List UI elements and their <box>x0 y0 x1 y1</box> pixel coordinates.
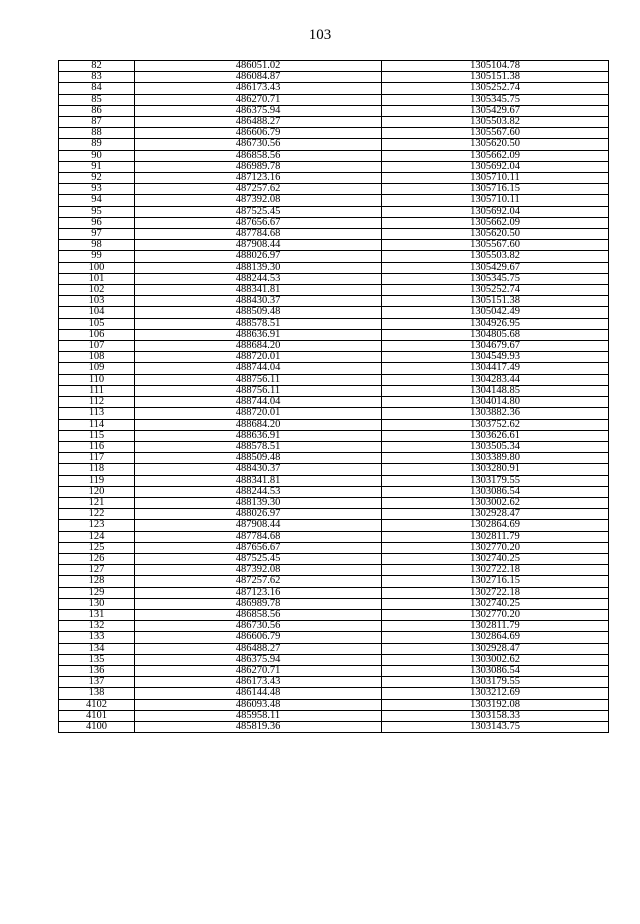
point-number-cell: 4100 <box>59 721 135 732</box>
x-coordinate-cell: 486173.43 <box>135 83 382 94</box>
table-row <box>59 598 609 609</box>
point-number-cell: 122 <box>59 509 135 520</box>
point-number-cell: 110 <box>59 374 135 385</box>
x-coordinate-cell: 487908.44 <box>135 240 382 251</box>
table-row <box>59 217 609 228</box>
table-row <box>59 139 609 150</box>
table-row <box>59 542 609 553</box>
y-coordinate-cell: 1302722.18 <box>382 565 609 576</box>
table-row <box>59 475 609 486</box>
table-row <box>59 128 609 139</box>
x-coordinate-cell: 488684.20 <box>135 341 382 352</box>
table-row <box>59 677 609 688</box>
point-number-cell: 118 <box>59 464 135 475</box>
y-coordinate-cell: 1303626.61 <box>382 430 609 441</box>
table-row <box>59 587 609 598</box>
y-coordinate-cell: 1302811.79 <box>382 531 609 542</box>
x-coordinate-cell: 488744.04 <box>135 397 382 408</box>
x-coordinate-cell: 486093.48 <box>135 699 382 710</box>
point-number-cell: 101 <box>59 273 135 284</box>
point-number-cell: 96 <box>59 217 135 228</box>
y-coordinate-cell: 1304148.85 <box>382 385 609 396</box>
y-coordinate-cell: 1305104.78 <box>382 61 609 72</box>
coordinates-table <box>58 60 609 733</box>
y-coordinate-cell: 1305567.60 <box>382 240 609 251</box>
point-number-cell: 94 <box>59 195 135 206</box>
y-coordinate-cell: 1303882.36 <box>382 408 609 419</box>
y-coordinate-cell: 1303002.62 <box>382 654 609 665</box>
point-number-cell: 131 <box>59 609 135 620</box>
table-row <box>59 329 609 340</box>
table-row <box>59 486 609 497</box>
y-coordinate-cell: 1304283.44 <box>382 374 609 385</box>
table-row <box>59 83 609 94</box>
table-row <box>59 654 609 665</box>
x-coordinate-cell: 488636.91 <box>135 430 382 441</box>
x-coordinate-cell: 488244.53 <box>135 486 382 497</box>
y-coordinate-cell: 1304014.80 <box>382 397 609 408</box>
point-number-cell: 116 <box>59 441 135 452</box>
table-row <box>59 229 609 240</box>
point-number-cell: 92 <box>59 173 135 184</box>
table-row <box>59 665 609 676</box>
table-row <box>59 195 609 206</box>
y-coordinate-cell: 1305429.67 <box>382 105 609 116</box>
table-row <box>59 341 609 352</box>
x-coordinate-cell: 488430.37 <box>135 464 382 475</box>
table-row <box>59 632 609 643</box>
point-number-cell: 104 <box>59 307 135 318</box>
y-coordinate-cell: 1305252.74 <box>382 285 609 296</box>
x-coordinate-cell: 487784.68 <box>135 531 382 542</box>
y-coordinate-cell: 1302864.69 <box>382 520 609 531</box>
y-coordinate-cell: 1302864.69 <box>382 632 609 643</box>
point-number-cell: 90 <box>59 150 135 161</box>
table-row <box>59 509 609 520</box>
coordinates-table-body <box>59 61 609 733</box>
x-coordinate-cell: 485958.11 <box>135 710 382 721</box>
point-number-cell: 114 <box>59 419 135 430</box>
point-number-cell: 84 <box>59 83 135 94</box>
y-coordinate-cell: 1305429.67 <box>382 262 609 273</box>
table-row <box>59 296 609 307</box>
x-coordinate-cell: 487656.67 <box>135 217 382 228</box>
y-coordinate-cell: 1304805.68 <box>382 329 609 340</box>
x-coordinate-cell: 488026.97 <box>135 251 382 262</box>
x-coordinate-cell: 487784.68 <box>135 229 382 240</box>
x-coordinate-cell: 486375.94 <box>135 654 382 665</box>
y-coordinate-cell: 1302770.20 <box>382 542 609 553</box>
x-coordinate-cell: 488720.01 <box>135 352 382 363</box>
x-coordinate-cell: 486730.56 <box>135 621 382 632</box>
x-coordinate-cell: 488341.81 <box>135 475 382 486</box>
x-coordinate-cell: 486606.79 <box>135 632 382 643</box>
table-row <box>59 699 609 710</box>
point-number-cell: 87 <box>59 117 135 128</box>
table-row <box>59 721 609 732</box>
table-row <box>59 710 609 721</box>
x-coordinate-cell: 486488.27 <box>135 643 382 654</box>
point-number-cell: 89 <box>59 139 135 150</box>
y-coordinate-cell: 1303158.33 <box>382 710 609 721</box>
y-coordinate-cell: 1303179.55 <box>382 475 609 486</box>
x-coordinate-cell: 487908.44 <box>135 520 382 531</box>
point-number-cell: 126 <box>59 553 135 564</box>
point-number-cell: 136 <box>59 665 135 676</box>
x-coordinate-cell: 486606.79 <box>135 128 382 139</box>
point-number-cell: 132 <box>59 621 135 632</box>
point-number-cell: 4102 <box>59 699 135 710</box>
point-number-cell: 137 <box>59 677 135 688</box>
y-coordinate-cell: 1302716.15 <box>382 576 609 587</box>
y-coordinate-cell: 1304549.93 <box>382 352 609 363</box>
point-number-cell: 91 <box>59 161 135 172</box>
x-coordinate-cell: 487525.45 <box>135 553 382 564</box>
y-coordinate-cell: 1303179.55 <box>382 677 609 688</box>
table-row <box>59 553 609 564</box>
x-coordinate-cell: 486989.78 <box>135 161 382 172</box>
y-coordinate-cell: 1302928.47 <box>382 643 609 654</box>
point-number-cell: 112 <box>59 397 135 408</box>
table-row <box>59 352 609 363</box>
table-row <box>59 173 609 184</box>
x-coordinate-cell: 486730.56 <box>135 139 382 150</box>
x-coordinate-cell: 486144.48 <box>135 688 382 699</box>
x-coordinate-cell: 485819.36 <box>135 721 382 732</box>
x-coordinate-cell: 488139.30 <box>135 497 382 508</box>
table-row <box>59 621 609 632</box>
x-coordinate-cell: 486270.71 <box>135 665 382 676</box>
y-coordinate-cell: 1303752.62 <box>382 419 609 430</box>
x-coordinate-cell: 487656.67 <box>135 542 382 553</box>
table-row <box>59 453 609 464</box>
point-number-cell: 133 <box>59 632 135 643</box>
table-row <box>59 688 609 699</box>
table-row <box>59 262 609 273</box>
point-number-cell: 93 <box>59 184 135 195</box>
point-number-cell: 102 <box>59 285 135 296</box>
y-coordinate-cell: 1305662.09 <box>382 217 609 228</box>
x-coordinate-cell: 487257.62 <box>135 576 382 587</box>
x-coordinate-cell: 486488.27 <box>135 117 382 128</box>
point-number-cell: 113 <box>59 408 135 419</box>
x-coordinate-cell: 488578.51 <box>135 441 382 452</box>
point-number-cell: 121 <box>59 497 135 508</box>
x-coordinate-cell: 488430.37 <box>135 296 382 307</box>
x-coordinate-cell: 488509.48 <box>135 307 382 318</box>
y-coordinate-cell: 1303212.69 <box>382 688 609 699</box>
table-row <box>59 385 609 396</box>
point-number-cell: 117 <box>59 453 135 464</box>
point-number-cell: 86 <box>59 105 135 116</box>
x-coordinate-cell: 488756.11 <box>135 374 382 385</box>
x-coordinate-cell: 488720.01 <box>135 408 382 419</box>
x-coordinate-cell: 488684.20 <box>135 419 382 430</box>
y-coordinate-cell: 1305042.49 <box>382 307 609 318</box>
table-row <box>59 273 609 284</box>
table-row <box>59 374 609 385</box>
y-coordinate-cell: 1305716.15 <box>382 184 609 195</box>
table-row <box>59 184 609 195</box>
table-row <box>59 206 609 217</box>
y-coordinate-cell: 1303002.62 <box>382 497 609 508</box>
point-number-cell: 88 <box>59 128 135 139</box>
table-row <box>59 72 609 83</box>
table-row <box>59 430 609 441</box>
point-number-cell: 107 <box>59 341 135 352</box>
x-coordinate-cell: 487525.45 <box>135 206 382 217</box>
table-row <box>59 576 609 587</box>
point-number-cell: 130 <box>59 598 135 609</box>
y-coordinate-cell: 1303192.08 <box>382 699 609 710</box>
y-coordinate-cell: 1302770.20 <box>382 609 609 620</box>
point-number-cell: 100 <box>59 262 135 273</box>
x-coordinate-cell: 486989.78 <box>135 598 382 609</box>
point-number-cell: 106 <box>59 329 135 340</box>
table-row <box>59 464 609 475</box>
point-number-cell: 127 <box>59 565 135 576</box>
x-coordinate-cell: 486051.02 <box>135 61 382 72</box>
y-coordinate-cell: 1305252.74 <box>382 83 609 94</box>
x-coordinate-cell: 488341.81 <box>135 285 382 296</box>
y-coordinate-cell: 1305620.50 <box>382 139 609 150</box>
point-number-cell: 123 <box>59 520 135 531</box>
point-number-cell: 135 <box>59 654 135 665</box>
y-coordinate-cell: 1305503.82 <box>382 251 609 262</box>
table-row <box>59 565 609 576</box>
x-coordinate-cell: 487123.16 <box>135 587 382 598</box>
table-row <box>59 520 609 531</box>
x-coordinate-cell: 488744.04 <box>135 363 382 374</box>
point-number-cell: 108 <box>59 352 135 363</box>
table-row <box>59 251 609 262</box>
point-number-cell: 125 <box>59 542 135 553</box>
table-row <box>59 161 609 172</box>
x-coordinate-cell: 486084.87 <box>135 72 382 83</box>
x-coordinate-cell: 488636.91 <box>135 329 382 340</box>
x-coordinate-cell: 488756.11 <box>135 385 382 396</box>
table-row <box>59 318 609 329</box>
point-number-cell: 119 <box>59 475 135 486</box>
y-coordinate-cell: 1305620.50 <box>382 229 609 240</box>
table-row <box>59 441 609 452</box>
point-number-cell: 109 <box>59 363 135 374</box>
point-number-cell: 98 <box>59 240 135 251</box>
y-coordinate-cell: 1303143.75 <box>382 721 609 732</box>
x-coordinate-cell: 488244.53 <box>135 273 382 284</box>
y-coordinate-cell: 1303086.54 <box>382 486 609 497</box>
table-row <box>59 643 609 654</box>
table-row <box>59 105 609 116</box>
point-number-cell: 134 <box>59 643 135 654</box>
point-number-cell: 111 <box>59 385 135 396</box>
x-coordinate-cell: 487392.08 <box>135 565 382 576</box>
point-number-cell: 82 <box>59 61 135 72</box>
x-coordinate-cell: 487392.08 <box>135 195 382 206</box>
x-coordinate-cell: 487257.62 <box>135 184 382 195</box>
x-coordinate-cell: 488509.48 <box>135 453 382 464</box>
table-row <box>59 397 609 408</box>
x-coordinate-cell: 486375.94 <box>135 105 382 116</box>
point-number-cell: 83 <box>59 72 135 83</box>
y-coordinate-cell: 1303505.34 <box>382 441 609 452</box>
table-row <box>59 531 609 542</box>
y-coordinate-cell: 1302740.25 <box>382 598 609 609</box>
table-row <box>59 307 609 318</box>
y-coordinate-cell: 1303086.54 <box>382 665 609 676</box>
y-coordinate-cell: 1305345.75 <box>382 94 609 105</box>
x-coordinate-cell: 486270.71 <box>135 94 382 105</box>
table-row <box>59 419 609 430</box>
point-number-cell: 120 <box>59 486 135 497</box>
y-coordinate-cell: 1302928.47 <box>382 509 609 520</box>
point-number-cell: 129 <box>59 587 135 598</box>
y-coordinate-cell: 1305710.11 <box>382 195 609 206</box>
y-coordinate-cell: 1305692.04 <box>382 161 609 172</box>
table-row <box>59 363 609 374</box>
x-coordinate-cell: 488026.97 <box>135 509 382 520</box>
point-number-cell: 138 <box>59 688 135 699</box>
y-coordinate-cell: 1302722.18 <box>382 587 609 598</box>
y-coordinate-cell: 1305710.11 <box>382 173 609 184</box>
point-number-cell: 95 <box>59 206 135 217</box>
y-coordinate-cell: 1303280.91 <box>382 464 609 475</box>
table-row <box>59 150 609 161</box>
table-row <box>59 285 609 296</box>
y-coordinate-cell: 1305567.60 <box>382 128 609 139</box>
x-coordinate-cell: 487123.16 <box>135 173 382 184</box>
table-row <box>59 497 609 508</box>
point-number-cell: 99 <box>59 251 135 262</box>
y-coordinate-cell: 1304926.95 <box>382 318 609 329</box>
point-number-cell: 124 <box>59 531 135 542</box>
table-row <box>59 240 609 251</box>
point-number-cell: 4101 <box>59 710 135 721</box>
table-row <box>59 609 609 620</box>
x-coordinate-cell: 488139.30 <box>135 262 382 273</box>
y-coordinate-cell: 1303389.80 <box>382 453 609 464</box>
x-coordinate-cell: 486858.56 <box>135 609 382 620</box>
x-coordinate-cell: 488578.51 <box>135 318 382 329</box>
x-coordinate-cell: 486173.43 <box>135 677 382 688</box>
table-row <box>59 94 609 105</box>
y-coordinate-cell: 1305692.04 <box>382 206 609 217</box>
page-number: 103 <box>308 27 332 43</box>
y-coordinate-cell: 1304417.49 <box>382 363 609 374</box>
y-coordinate-cell: 1305151.38 <box>382 72 609 83</box>
y-coordinate-cell: 1302811.79 <box>382 621 609 632</box>
table-row <box>59 117 609 128</box>
table-row <box>59 408 609 419</box>
y-coordinate-cell: 1305662.09 <box>382 150 609 161</box>
point-number-cell: 115 <box>59 430 135 441</box>
x-coordinate-cell: 486858.56 <box>135 150 382 161</box>
point-number-cell: 103 <box>59 296 135 307</box>
point-number-cell: 105 <box>59 318 135 329</box>
point-number-cell: 85 <box>59 94 135 105</box>
point-number-cell: 97 <box>59 229 135 240</box>
y-coordinate-cell: 1304679.67 <box>382 341 609 352</box>
y-coordinate-cell: 1302740.25 <box>382 553 609 564</box>
point-number-cell: 128 <box>59 576 135 587</box>
y-coordinate-cell: 1305345.75 <box>382 273 609 284</box>
y-coordinate-cell: 1305503.82 <box>382 117 609 128</box>
table-row <box>59 61 609 72</box>
y-coordinate-cell: 1305151.38 <box>382 296 609 307</box>
